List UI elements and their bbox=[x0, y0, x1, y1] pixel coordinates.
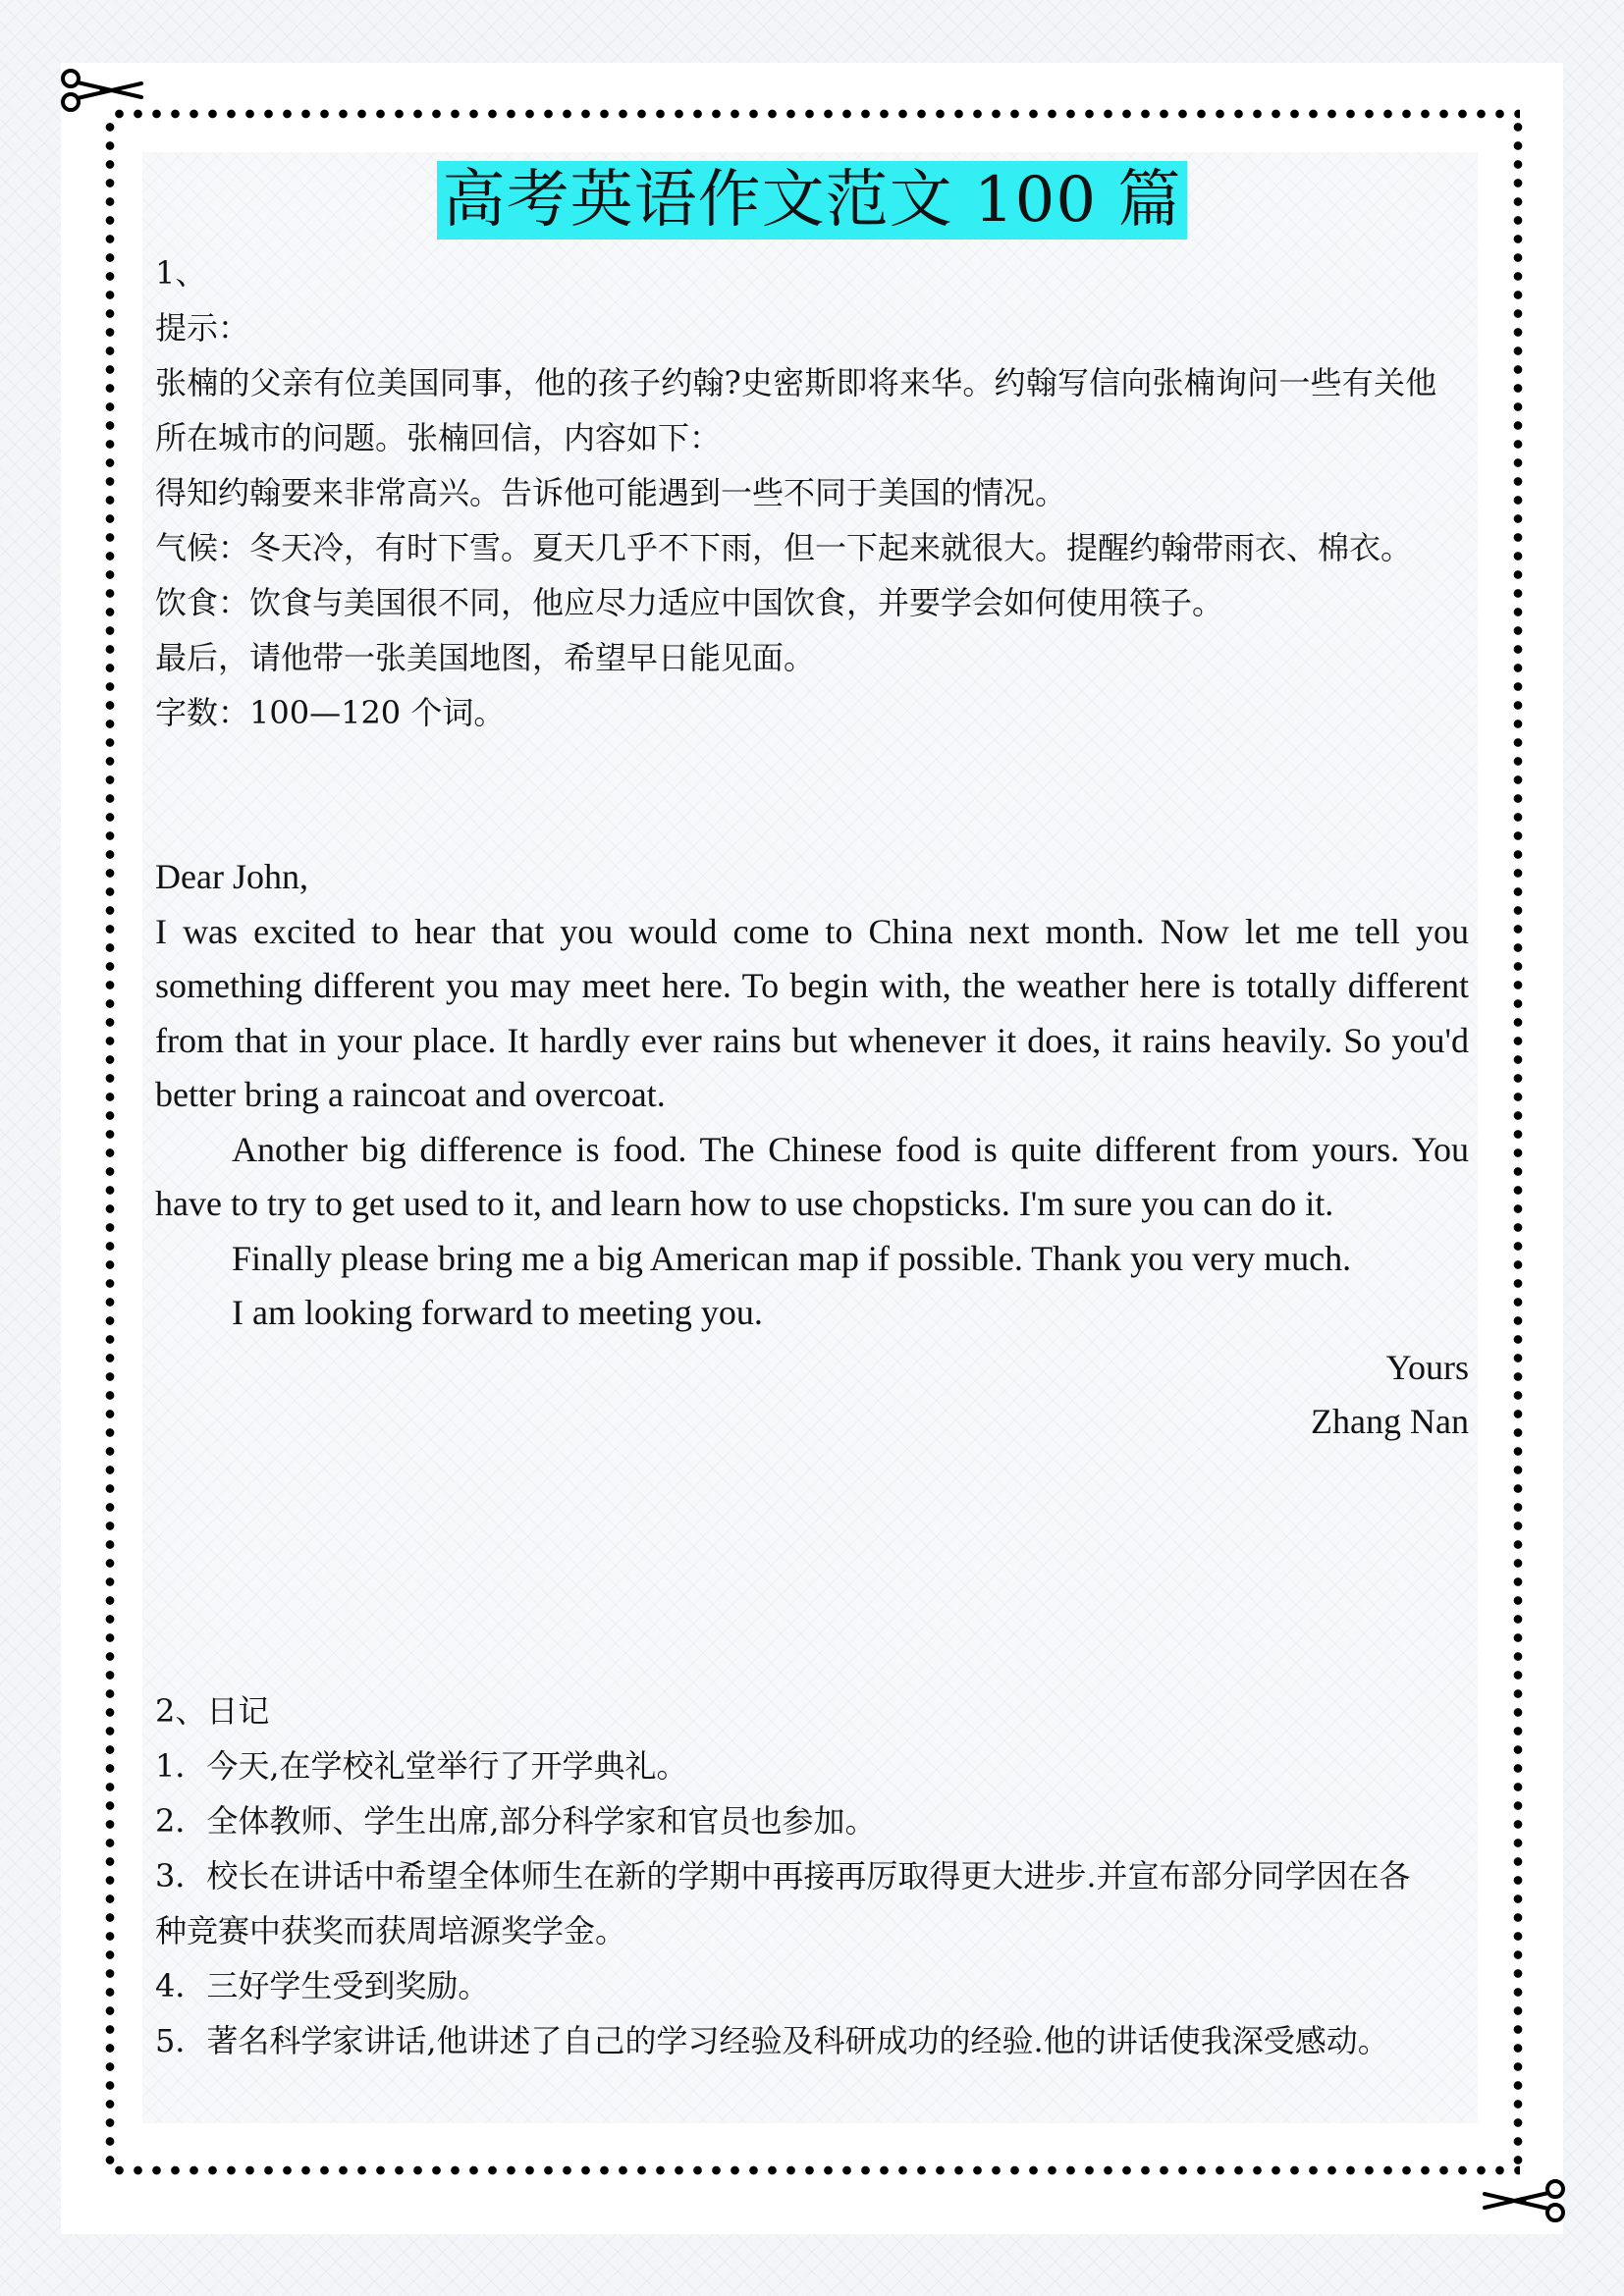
spacer bbox=[155, 1450, 1469, 1683]
title-container bbox=[0, 161, 1624, 240]
diary-item: 3．校长在讲话中希望全体师生在新的学期中再接再厉取得更大进步.并宣布部分同学因在各 bbox=[155, 1856, 1411, 1895]
prompt-line: 所在城市的问题。张楠回信，内容如下： bbox=[155, 419, 722, 456]
letter-signature: Zhang Nan bbox=[1311, 1402, 1469, 1441]
letter-paragraph: I am looking forward to meeting you. bbox=[232, 1293, 763, 1332]
diary-item: 种竞赛中获奖而获周培源奖学金。 bbox=[155, 1911, 627, 1949]
scissors-icon bbox=[57, 65, 147, 116]
section-1-number: 1、 bbox=[155, 254, 207, 292]
dotted-border-top bbox=[110, 109, 1520, 119]
letter-salutation: Dear John, bbox=[155, 857, 308, 896]
prompt-line: 最后，请他带一张美国地图，希望早日能见面。 bbox=[155, 639, 816, 676]
letter-paragraph: Another big difference is food. The Chinese food is quite different from yours. You have to try to get used to it, and learn how to use chopsticks. I'm sure you can do it. bbox=[155, 1129, 1469, 1223]
prompt-line: 张楠的父亲有位美国同事，他的孩子约翰?史密斯即将来华。约翰写信向张楠询问一些有关他 bbox=[155, 364, 1437, 401]
dotted-border-left bbox=[105, 118, 115, 2169]
dotted-border-bottom bbox=[110, 2165, 1520, 2175]
spacer bbox=[155, 740, 1469, 850]
document-body bbox=[155, 245, 1469, 2068]
diary-item: 2．全体教师、学生出席,部分科学家和官员也参加。 bbox=[155, 1801, 877, 1840]
prompt-line: 饮食：饮食与美国很不同，他应尽力适应中国饮食，并要学会如何使用筷子。 bbox=[155, 584, 1224, 621]
diary-item: 4．三好学生受到奖励。 bbox=[155, 1966, 490, 2004]
page-title: 高考英语作文范文 100 篇 bbox=[437, 161, 1188, 240]
letter-paragraph: I was excited to hear that you would come to China next month. Now let me tell you something different you may meet here. To begin with, the weather here is totally different from that in your place. It hardly ever rains but whenever it does, it rains heavily. So you'd better bring a raincoat and overcoat. bbox=[155, 911, 1469, 1114]
letter-paragraph: Finally please bring me a big American map if possible. Thank you very much. bbox=[232, 1238, 1352, 1278]
section-2-heading: 2、日记 bbox=[155, 1691, 270, 1730]
prompt-label: 提示： bbox=[155, 309, 250, 347]
dotted-border-right bbox=[1513, 118, 1523, 2169]
prompt-line: 得知约翰要来非常高兴。告诉他可能遇到一些不同于美国的情况。 bbox=[155, 474, 1067, 511]
scissors-icon bbox=[1479, 2175, 1569, 2226]
letter-closing: Yours bbox=[1385, 1347, 1469, 1387]
diary-item: 1．今天,在学校礼堂举行了开学典礼。 bbox=[155, 1746, 688, 1785]
prompt-line: 字数：100—120 个词。 bbox=[155, 694, 506, 731]
prompt-line: 气候：冬天冷，有时下雪。夏天几乎不下雨，但一下起来就很大。提醒约翰带雨衣、棉衣。 bbox=[155, 529, 1413, 566]
diary-item: 5．著名科学家讲话,他讲述了自己的学习经验及科研成功的经验.他的讲话使我深受感动。 bbox=[155, 2021, 1389, 2059]
